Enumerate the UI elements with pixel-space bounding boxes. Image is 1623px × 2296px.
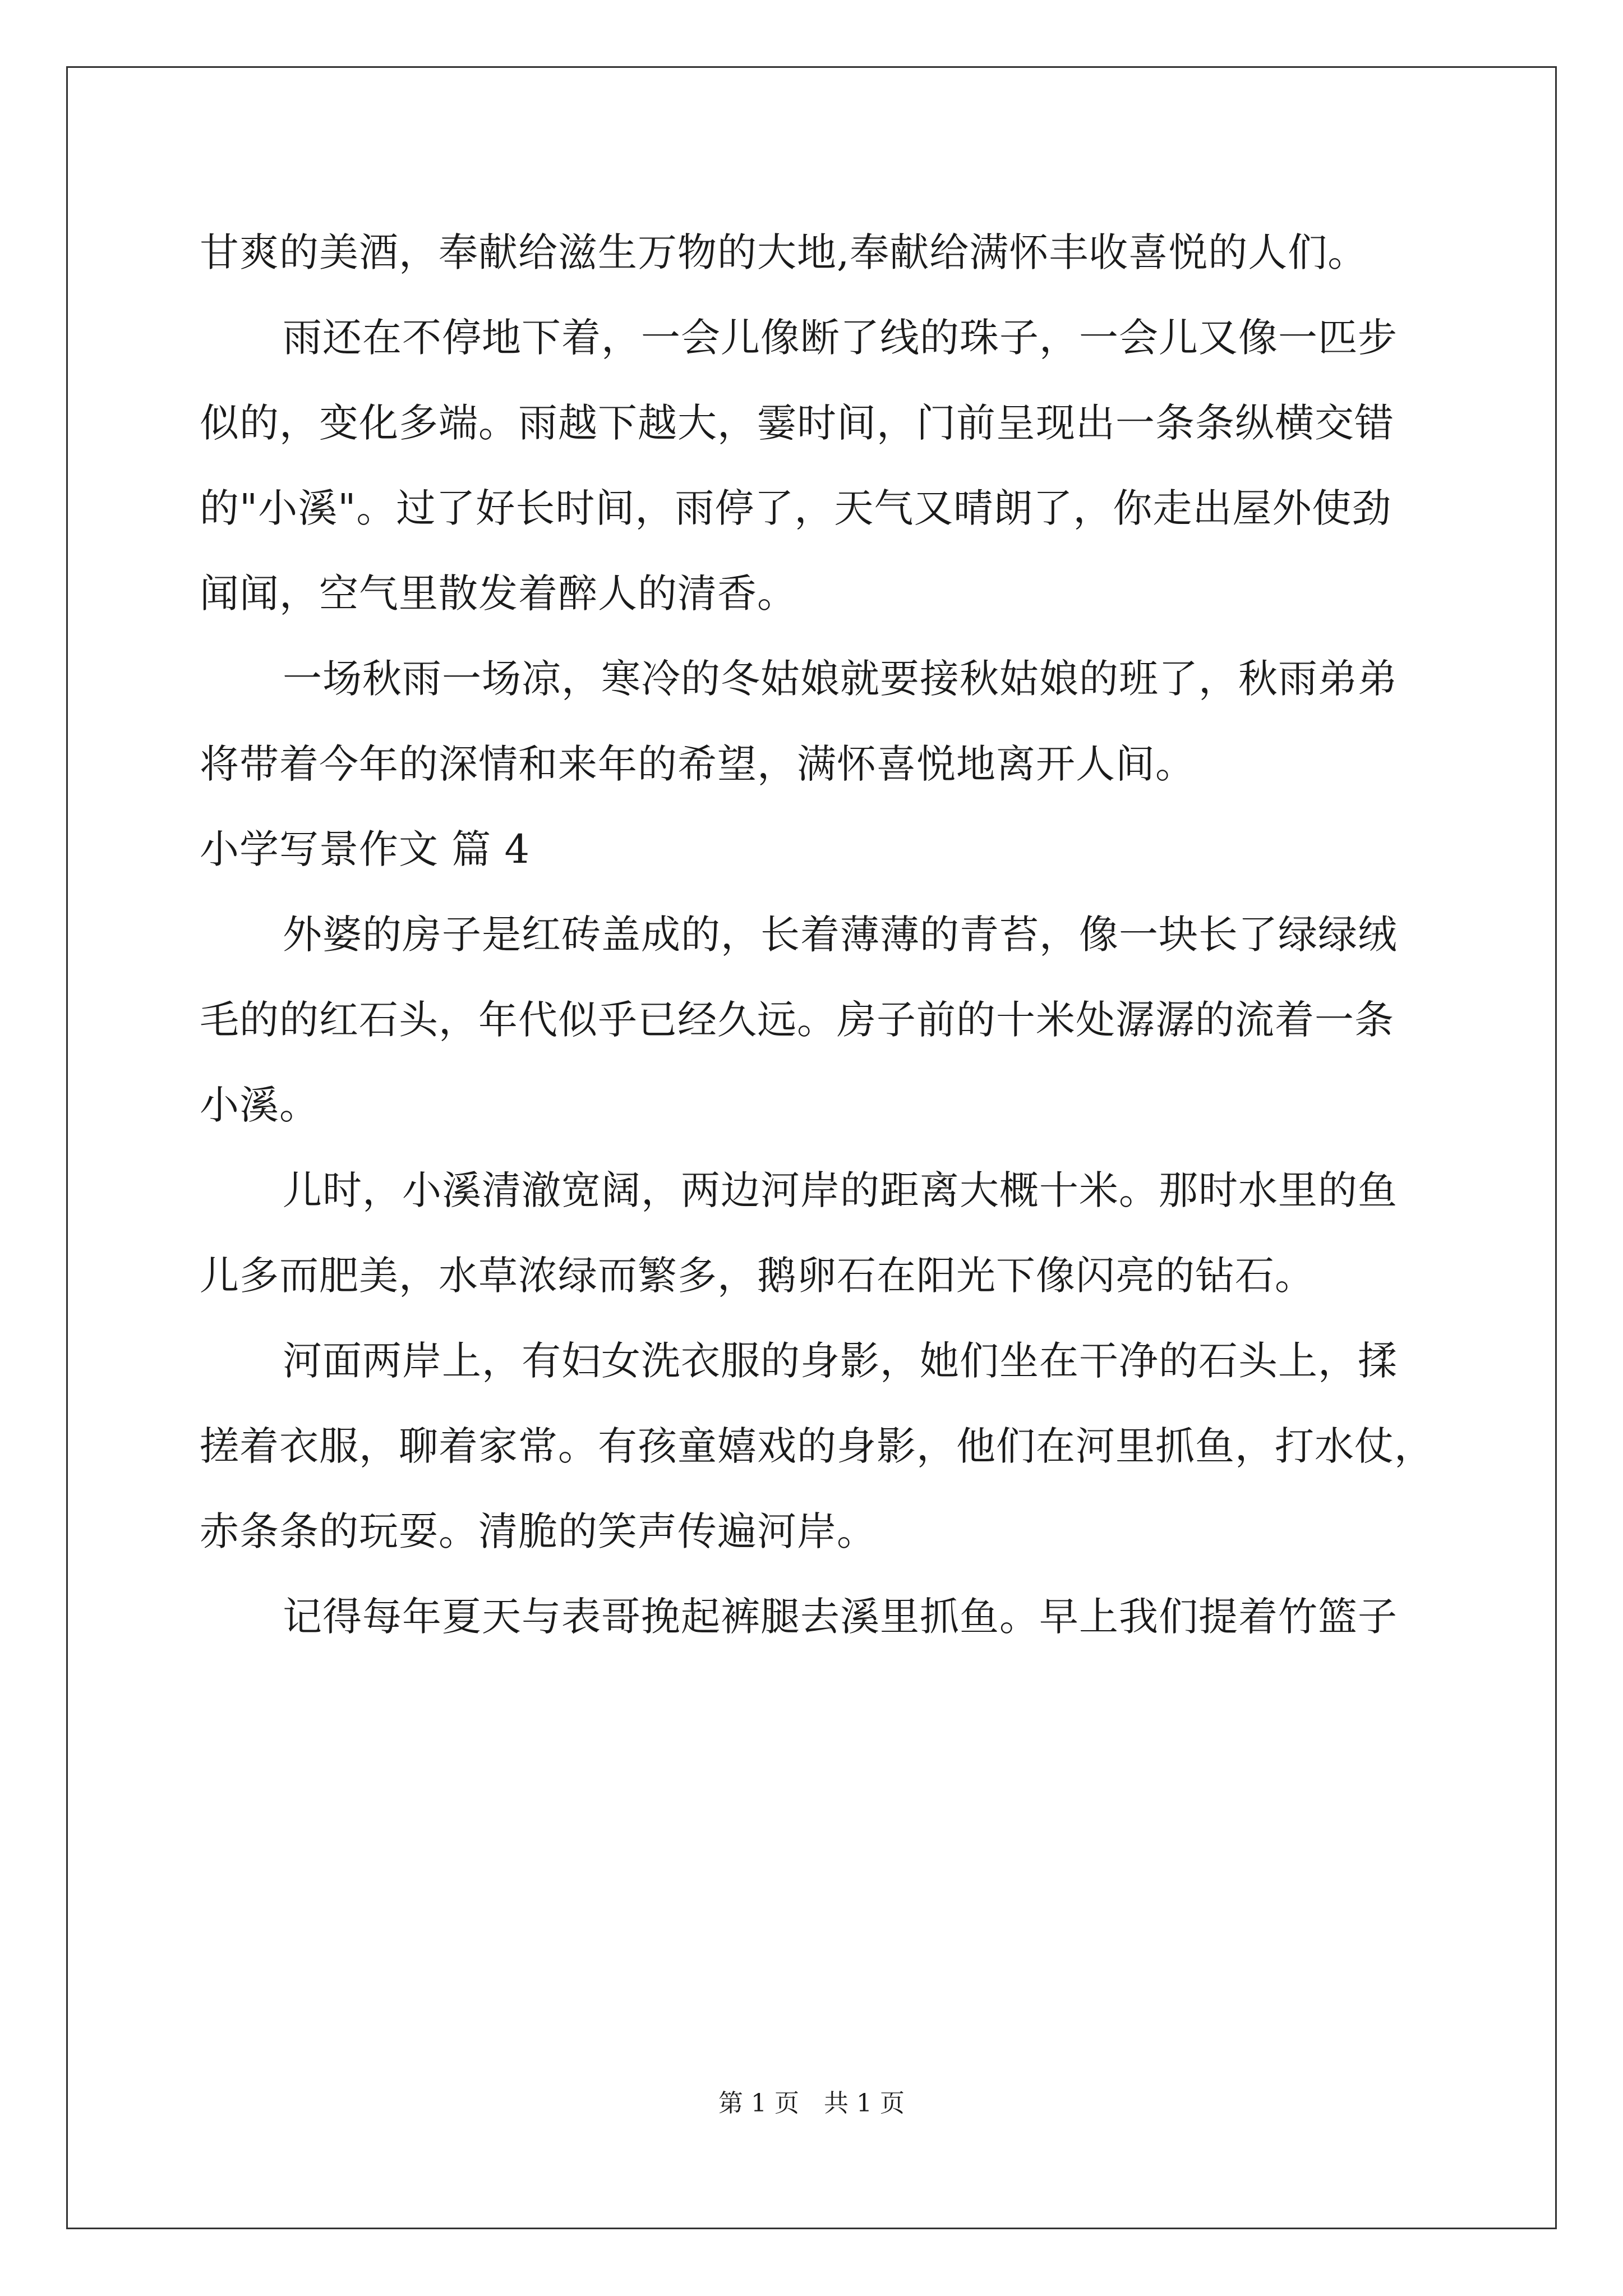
text-line: 一场秋雨一场凉，寒冷的冬姑娘就要接秋姑娘的班了，秋雨弟弟 xyxy=(283,656,1398,702)
document-body xyxy=(200,210,1434,1659)
text-line: 将带着今年的深情和来年的希望，满怀喜悦地离开人间。 xyxy=(200,741,1195,787)
text-line: 小溪。 xyxy=(200,1082,319,1128)
text-line: 记得每年夏天与表哥挽起裤腿去溪里抓鱼。早上我们提着竹篮子 xyxy=(283,1594,1398,1640)
text-line: 搓着衣服，聊着家常。有孩童嬉戏的身影，他们在河里抓鱼，打水仗， xyxy=(200,1423,1434,1469)
text-line: 闻闻，空气里散发着醉人的清香。 xyxy=(200,570,797,616)
text-line: 毛的的红石头，年代似乎已经久远。房子前的十米处潺潺的流着一条 xyxy=(200,997,1394,1043)
text-line: 儿多而肥美，水草浓绿而繁多，鹅卵石在阳光下像闪亮的钻石。 xyxy=(200,1253,1315,1299)
text-line: 甘爽的美酒，奉献给滋生万物的大地,奉献给满怀丰收喜悦的人们。 xyxy=(200,229,1368,275)
text-line: 儿时，小溪清澈宽阔，两边河岸的距离大概十米。那时水里的鱼 xyxy=(283,1167,1398,1213)
text-line: 的"小溪"。过了好长时间，雨停了，天气又晴朗了，你走出屋外使劲 xyxy=(200,485,1392,531)
text-line: 似的，变化多端。雨越下越大，霎时间，门前呈现出一条条纵横交错 xyxy=(200,400,1394,446)
section-heading: 小学写景作文 篇 4 xyxy=(200,826,531,872)
text-line: 河面两岸上，有妇女洗衣服的身影，她们坐在干净的石头上，揉 xyxy=(283,1338,1398,1384)
text-line: 雨还在不停地下着，一会儿像断了线的珠子，一会儿又像一匹步 xyxy=(283,315,1398,361)
page-number-footer: 第 1 页 共 1 页 xyxy=(718,2089,905,2118)
text-line: 赤条条的玩耍。清脆的笑声传遍河岸。 xyxy=(200,1508,877,1554)
text-line: 外婆的房子是红砖盖成的，长着薄薄的青苔，像一块长了绿绿绒 xyxy=(283,912,1398,958)
